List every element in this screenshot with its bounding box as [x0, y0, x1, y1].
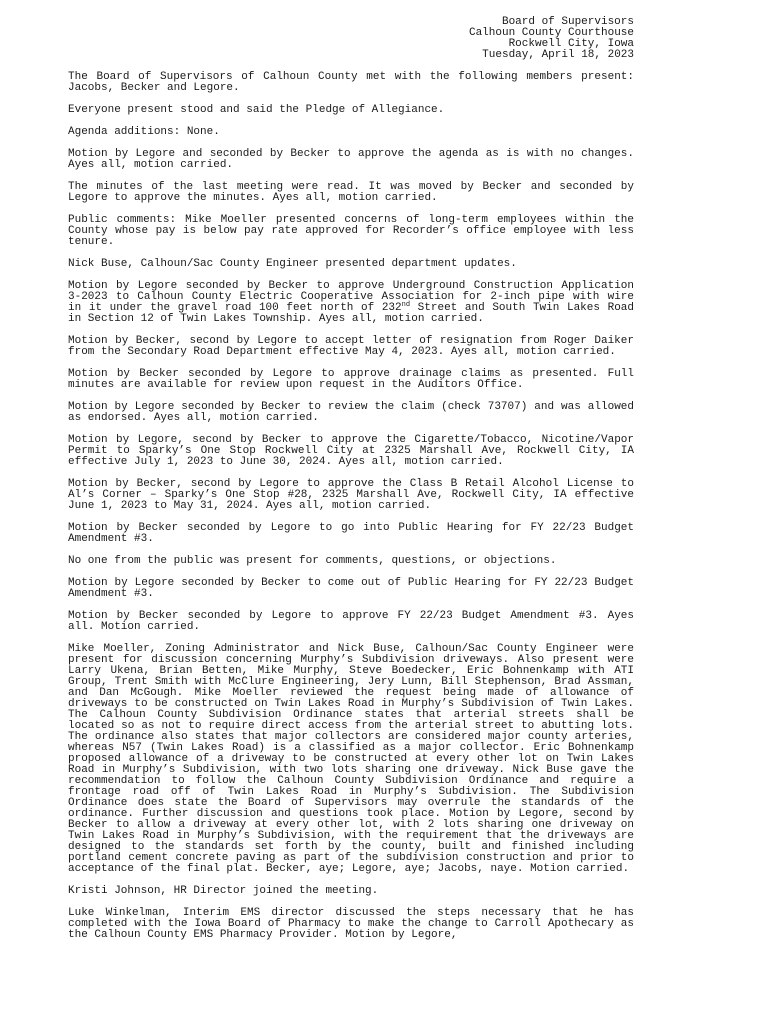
- paragraph-drainage-claims: Motion by Becker seconded by Legore to approve drainage claims as presented. Full minutes are available for review upon request in the Auditors Office.: [68, 368, 634, 391]
- paragraph-agenda-additions: Agenda additions: None.: [68, 126, 220, 138]
- paragraph-ems-pharmacy: Luke Winkelman, Interim EMS director discussed the steps necessary that he has completed with the Iowa Board of Pharmacy to make the change to Carroll Apothecary as the Calhoun County EMS Pharmacy Provider. Motion by Legore,: [68, 907, 634, 941]
- paragraph-resignation: Motion by Becker, second by Legore to accept letter of resignation from Roger Daiker from the Secondary Road Department effective May 4, 2023. Ayes all, motion carried.: [68, 335, 634, 358]
- paragraph-public-hearing-open: Motion by Becker seconded by Legore to go into Public Hearing for FY 22/23 Budget Amendment #3.: [68, 522, 634, 545]
- header-courthouse: Calhoun County Courthouse: [468, 27, 634, 39]
- paragraph-alcohol-license: Motion by Becker, second by Legore to approve the Class B Retail Alcohol License to Al’s Corner – Sparky’s One Stop #28, 2325 Marshall Ave, Rockwell City, IA effective June 1, 2023 to May 31, 2024. Ayes all, motion carried.: [68, 478, 634, 512]
- header-city: Rockwell City, Iowa: [508, 38, 634, 50]
- paragraph-subdivision-driveways: Mike Moeller, Zoning Administrator and Nick Buse, Calhoun/Sac County Engineer were present for discussion concerning Murphy’s Subdivision driveways. Also present were Larry Ukena, Brian Betten, Mike Murphy, Steve Boedecker, Eric Bohnenkamp with ATI Group, Trent Smith with McClure Engineering, Jery Lunn, Bill Stephenson, Brad Assman, and Dan McGough. Mike Moeller reviewed the request being made of allowance of driveways to be constructed on Twin Lakes Road in Murphy’s Subdivision of Twin Lakes. The Calhoun County Subdivision Ordinance states that arterial streets shall be located so as not to require direct access from the arterial street to abutting lots. The ordinance also states that major collectors are considered major county arteries, whereas N57 (Twin Lakes Road) is a classified as a major collector. Eric Bohnenkamp proposed allowance of a driveway to be constructed at every other lot on Twin Lakes Road in Murphy’s Subdivision, with two lots sharing one driveway. Nick Buse gave the recommendation to follow the Calhoun County Subdivision Ordinance and require a frontage road off of Twin Lakes Road in Murphy’s Subdivision. The Subdivision Ordinance does state the Board of Supervisors may overrule the standards of the ordinance. Further discussion and questions took place. Motion by Legore, second by Becker to allow a driveway at every other lot, with 2 lots sharing one driveway on Twin Lakes Road in Murphy’s Subdivision, with the requirement that the driveways are designed to the standards set forth by the county, built and finished including portland cement concrete paving as part of the subdivision construction and prior to acceptance of the final plat. Becker, aye; Legore, aye; Jacobs, naye. Motion carried.: [68, 643, 634, 875]
- paragraph-attendance: The Board of Supervisors of Calhoun County met with the following members present: Jacobs, Becker and Legore.: [68, 71, 634, 94]
- paragraph-public-comments: Public comments: Mike Moeller presented concerns of long-term employees within the County whose pay is below pay rate approved for Recorder’s office employee with less tenure.: [68, 214, 634, 248]
- paragraph-agenda-motion: Motion by Legore and seconded by Becker to approve the agenda as is with no changes. Ayes all, motion carried.: [68, 148, 634, 171]
- underground-text-end: Street and South Twin Lakes Road in Section 12 of Twin Lakes Township. Ayes all, motion carried.: [68, 302, 634, 325]
- paragraph-hr-director: Kristi Johnson, HR Director joined the meeting.: [68, 885, 379, 897]
- paragraph-underground-construction: [68, 281, 634, 325]
- underground-text-start: Motion by Legore seconded by Becker to approve Underground Construction Application 3-2023 to Calhoun County Electric Cooperative Association for 2-inch pipe with wire in it under the gravel road 100 feet north of 232: [68, 280, 634, 314]
- header-board-name: Board of Supervisors: [501, 16, 634, 28]
- paragraph-engineer-updates: Nick Buse, Calhoun/Sac County Engineer presented department updates.: [68, 258, 517, 270]
- paragraph-minutes: The minutes of the last meeting were read. It was moved by Becker and seconded by Legore to approve the minutes. Ayes all, motion carried.: [68, 181, 634, 204]
- paragraph-no-public: No one from the public was present for comments, questions, or objections.: [68, 555, 557, 567]
- document-page: [68, 17, 634, 952]
- paragraph-public-hearing-close: Motion by Legore seconded by Becker to come out of Public Hearing for FY 22/23 Budget Amendment #3.: [68, 577, 634, 600]
- document-header: [68, 17, 634, 61]
- paragraph-tobacco-permit: Motion by Legore, second by Becker to approve the Cigarette/Tobacco, Nicotine/Vapor Permit to Sparky’s One Stop Rockwell City at 2325 Marshall Ave, Rockwell City, IA effective July 1, 2023 to June 30, 2024. Ayes all, motion carried.: [68, 434, 634, 468]
- paragraph-budget-amendment: Motion by Becker seconded by Legore to approve FY 22/23 Budget Amendment #3. Ayes all. Motion carried.: [68, 610, 634, 633]
- paragraph-claim-review: Motion by Legore seconded by Becker to review the claim (check 73707) and was allowed as endorsed. Ayes all, motion carried.: [68, 401, 634, 424]
- header-date: Tuesday, April 18, 2023: [482, 49, 634, 61]
- ordinal-superscript: nd: [401, 301, 411, 309]
- paragraph-pledge: Everyone present stood and said the Pledge of Allegiance.: [68, 104, 445, 116]
